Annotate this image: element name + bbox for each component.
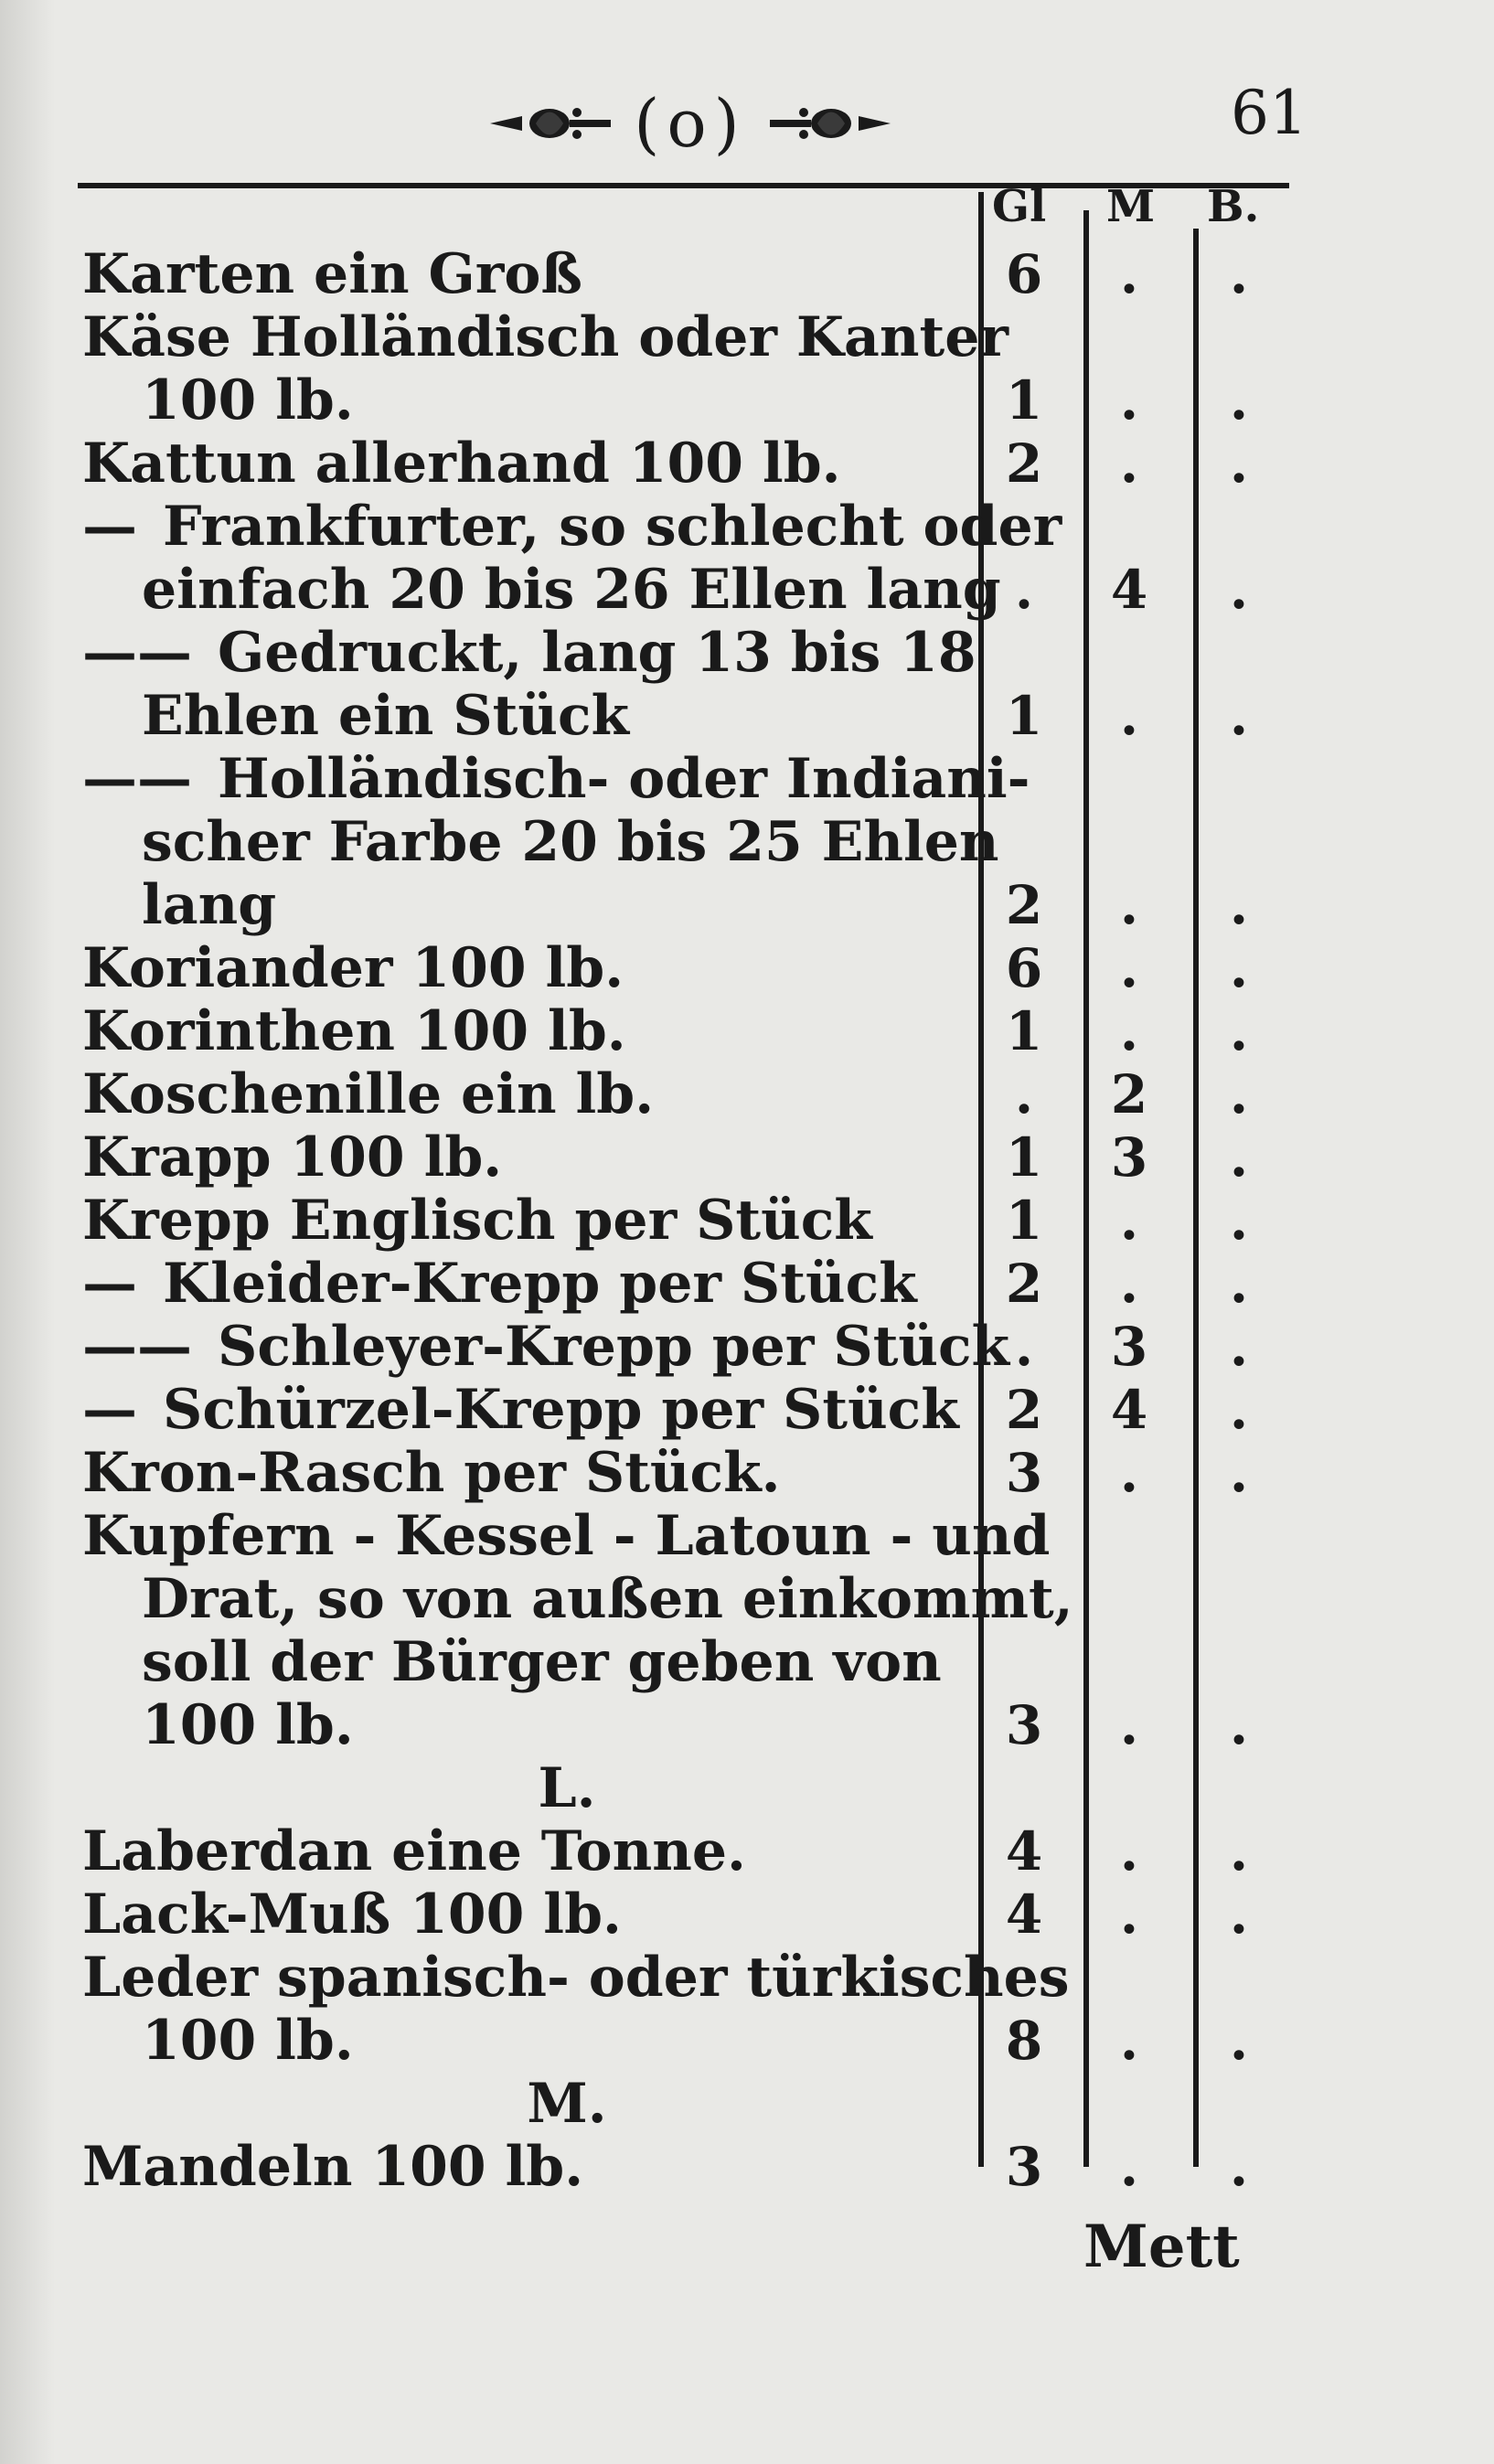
value-gl: 8: [1005, 2010, 1043, 2072]
table-row-text: [82, 1252, 997, 1316]
value-b: .: [1229, 1063, 1249, 1125]
value-m: .: [1119, 1189, 1139, 1252]
value-m: 2: [1110, 1063, 1148, 1125]
value-b: .: [1229, 685, 1249, 747]
table-row-text: [142, 368, 1056, 432]
table-row-text: [142, 558, 1056, 622]
page-gutter-shadow: [0, 0, 55, 2464]
table-row-text: [82, 747, 1030, 811]
value-m: .: [1119, 369, 1139, 432]
value-gl: 3: [1005, 2136, 1043, 2198]
section-letter: M.: [527, 2072, 607, 2136]
section-letter: L.: [538, 1756, 596, 1820]
value-b: .: [1229, 874, 1249, 936]
table-row-text: [82, 1883, 997, 1947]
table-row-text: [82, 305, 1009, 369]
value-b: .: [1229, 1126, 1249, 1189]
entry-text: 100 lb.: [142, 1693, 354, 1757]
value-m: 4: [1110, 1379, 1148, 1441]
entry-text: 100 lb.: [142, 368, 354, 432]
table-row-text: [82, 621, 997, 685]
value-b: .: [1229, 1694, 1249, 1756]
ditto-dash: ——: [82, 747, 192, 811]
value-b: .: [1229, 432, 1249, 495]
entry-text: Koschenille ein lb.: [82, 1062, 655, 1126]
value-m: .: [1119, 2010, 1139, 2072]
entry-text: Gedruckt, lang 13 bis 18: [218, 621, 976, 685]
value-gl: 1: [1005, 685, 1043, 747]
value-b: .: [1229, 2010, 1249, 2072]
entry-text: einfach 20 bis 26 Ellen lang: [142, 558, 1001, 622]
table-row-text: [82, 1062, 997, 1126]
entry-text: 100 lb.: [142, 2009, 354, 2073]
value-gl: 4: [1005, 1820, 1043, 1883]
table-row-text: [82, 1189, 997, 1253]
entry-text: Frankfurter, so schlecht oder: [163, 495, 1062, 559]
value-gl: 2: [1005, 1379, 1043, 1441]
table-row-text: [82, 242, 997, 306]
ditto-dash: —: [82, 495, 137, 559]
table-row-text: [82, 1315, 1010, 1379]
column-rule-m: [1083, 210, 1089, 2167]
value-gl: 1: [1005, 1126, 1043, 1189]
entry-text: Kleider-Krepp per Stück: [163, 1252, 917, 1316]
value-m: 3: [1110, 1316, 1148, 1378]
table-row-text: [82, 936, 997, 1000]
value-b: .: [1229, 1442, 1249, 1504]
value-m: .: [1119, 2136, 1139, 2198]
value-gl: 1: [1005, 1000, 1043, 1062]
value-m: .: [1119, 874, 1139, 936]
column-header-b: B.: [1207, 181, 1260, 232]
value-m: .: [1119, 685, 1139, 747]
entry-text: Kattun allerhand 100 lb.: [82, 432, 841, 496]
table-row-text: [142, 2009, 1056, 2073]
value-m: .: [1119, 1820, 1139, 1883]
table-row-text: [82, 999, 997, 1063]
entry-text: Korinthen 100 lb.: [82, 999, 626, 1063]
table-row-text: [142, 1693, 1056, 1757]
entry-text: Lack-Muß 100 lb.: [82, 1883, 622, 1947]
catchword: Mett: [1083, 2213, 1240, 2281]
value-m: 3: [1110, 1126, 1148, 1189]
table-row-text: [142, 810, 1056, 874]
value-b: .: [1229, 1379, 1249, 1441]
value-b: .: [1229, 1253, 1249, 1315]
value-m: 4: [1110, 559, 1148, 621]
table-row-text: [142, 1567, 1073, 1631]
left-ornament-icon: [486, 96, 614, 151]
value-gl: 1: [1005, 1189, 1043, 1252]
entry-text: lang: [142, 873, 277, 937]
value-m: .: [1119, 1694, 1139, 1756]
table-row-text: [82, 1125, 997, 1189]
value-b: .: [1229, 1189, 1249, 1252]
table-row-text: [82, 1946, 1070, 2010]
entry-text: Kron-Rasch per Stück.: [82, 1441, 781, 1505]
value-b: .: [1229, 369, 1249, 432]
column-rule-b: [1193, 229, 1199, 2167]
value-gl: 6: [1005, 937, 1043, 999]
page-number: 61: [1231, 78, 1307, 148]
value-b: .: [1229, 1000, 1249, 1062]
table-row-text: [82, 495, 1062, 559]
entry-text: Krapp 100 lb.: [82, 1125, 503, 1189]
value-gl: 1: [1005, 369, 1043, 432]
entry-text: Ehlen ein Stück: [142, 684, 630, 748]
value-gl: 2: [1005, 432, 1043, 495]
entry-text: Schleyer-Krepp per Stück: [218, 1315, 1010, 1379]
table-row-text: [142, 684, 1056, 748]
value-m: .: [1119, 1442, 1139, 1504]
column-header-gl: Gl: [992, 181, 1047, 232]
entry-text: Laberdan eine Tonne.: [82, 1819, 746, 1883]
entry-text: Holländisch- oder Indiani-: [218, 747, 1030, 811]
ditto-dash: —: [82, 1378, 137, 1442]
table-row-text: [82, 1504, 1051, 1568]
signature-mark: (o): [634, 85, 747, 162]
entry-text: Kupfern - Kessel - Latoun - und: [82, 1504, 1051, 1568]
entry-text: Koriander 100 lb.: [82, 936, 624, 1000]
entry-text: Drat, so von außen einkommt,: [142, 1567, 1073, 1631]
table-row-text: [142, 1630, 1056, 1694]
value-gl: .: [1014, 1316, 1034, 1378]
value-b: .: [1229, 1883, 1249, 1946]
ditto-dash: ——: [82, 1315, 192, 1379]
value-b: .: [1229, 1820, 1249, 1883]
table-row-text: [82, 1378, 997, 1442]
value-gl: 2: [1005, 874, 1043, 936]
value-gl: .: [1014, 1063, 1034, 1125]
ditto-dash: ——: [82, 621, 192, 685]
table-row-text: [142, 873, 1056, 937]
value-b: .: [1229, 2136, 1249, 2198]
value-gl: .: [1014, 559, 1034, 621]
value-b: .: [1229, 937, 1249, 999]
entry-text: Käse Holländisch oder Kanter: [82, 305, 1009, 369]
entry-text: Mandeln 100 lb.: [82, 2135, 584, 2199]
value-m: .: [1119, 1253, 1139, 1315]
column-header-m: M: [1106, 181, 1156, 232]
table-row-text: [82, 432, 997, 496]
value-b: .: [1229, 243, 1249, 305]
entry-text: Leder spanisch- oder türkisches: [82, 1946, 1070, 2010]
ditto-dash: —: [82, 1252, 137, 1316]
value-b: .: [1229, 559, 1249, 621]
table-row-text: [82, 2135, 997, 2199]
value-gl: 3: [1005, 1442, 1043, 1504]
table-row-text: [82, 1819, 997, 1883]
table-row-text: [82, 1441, 997, 1505]
value-b: .: [1229, 1316, 1249, 1378]
entry-text: Schürzel-Krepp per Stück: [163, 1378, 959, 1442]
value-gl: 2: [1005, 1253, 1043, 1315]
value-m: .: [1119, 937, 1139, 999]
value-gl: 6: [1005, 243, 1043, 305]
entry-text: soll der Bürger geben von: [142, 1630, 942, 1694]
page-header: [402, 82, 978, 165]
value-m: .: [1119, 432, 1139, 495]
entry-text: Karten ein Groß: [82, 242, 582, 306]
entry-text: Krepp Englisch per Stück: [82, 1189, 872, 1253]
entry-text: scher Farbe 20 bis 25 Ehlen: [142, 810, 999, 874]
value-gl: 4: [1005, 1883, 1043, 1946]
value-m: .: [1119, 243, 1139, 305]
value-gl: 3: [1005, 1694, 1043, 1756]
right-ornament-icon: [767, 96, 895, 151]
value-m: .: [1119, 1000, 1139, 1062]
value-m: .: [1119, 1883, 1139, 1946]
